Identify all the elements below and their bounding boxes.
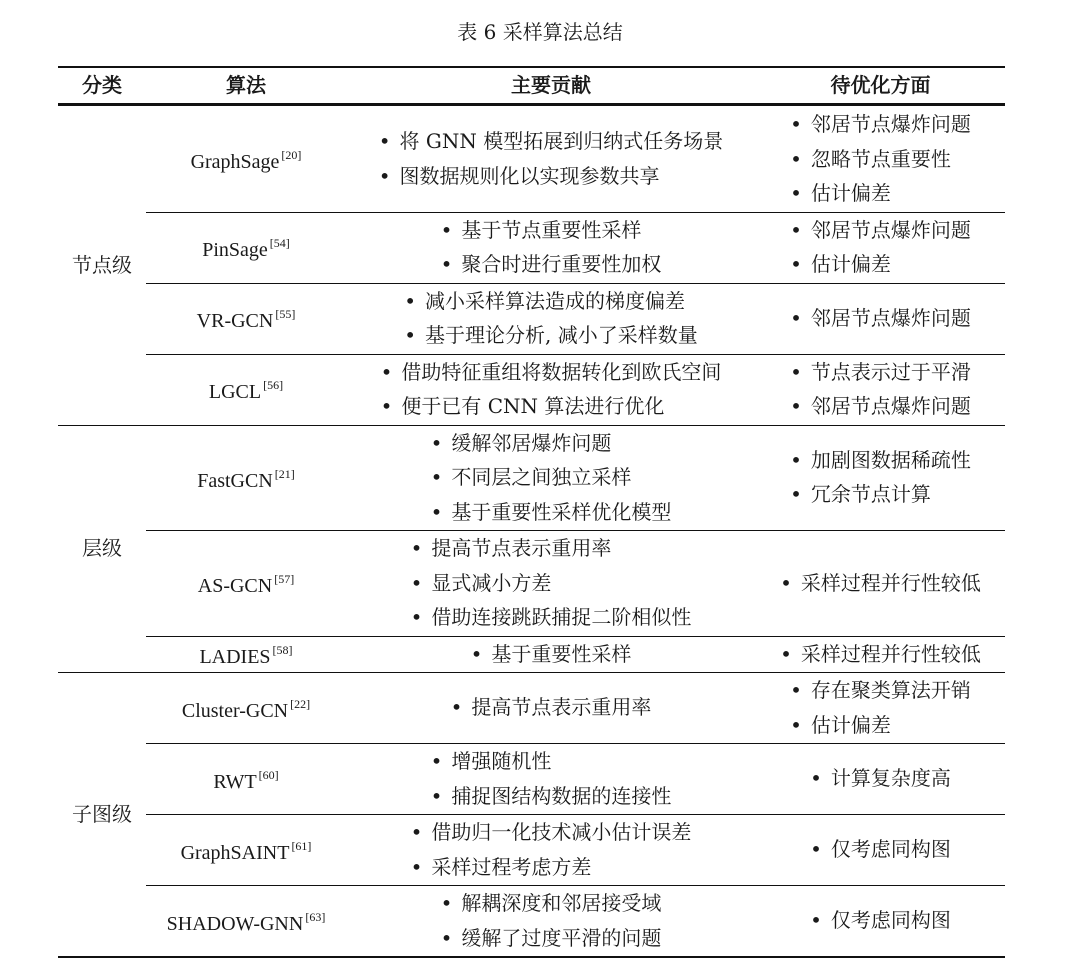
algorithm-cell <box>146 743 346 814</box>
algorithm-name <box>182 687 310 729</box>
bullet-item: • 将 GNN 模型拓展到归纳式任务场景 <box>379 124 724 159</box>
bullet-item: • 增强随机性 <box>431 744 672 779</box>
bullet-item: • 计算复杂度高 <box>810 761 951 796</box>
header-category: 分类 <box>82 72 122 97</box>
contribution-cell <box>346 212 756 283</box>
bullet-item: • 采样过程考虑方差 <box>411 850 692 885</box>
bullet-item: • 采样过程并行性较低 <box>780 637 981 672</box>
algorithm-name <box>202 226 290 268</box>
citation-ref: [60] <box>258 767 279 782</box>
bullet-item: • 图数据规则化以实现参数共享 <box>379 159 724 194</box>
bullet-item: • 捕捉图结构数据的连接性 <box>431 779 672 814</box>
bullet-item: • 显式减小方差 <box>411 566 692 601</box>
algorithm-label: Cluster-GCN <box>181 699 289 722</box>
algorithm-name <box>191 138 302 180</box>
algorithm-cell <box>146 672 346 743</box>
bullet-item: • 基于重要性采样 <box>471 637 632 672</box>
bullet-item: • 仅考虑同构图 <box>810 903 951 938</box>
bullet-item: • 忽略节点重要性 <box>790 142 971 177</box>
top-rule <box>58 66 1005 68</box>
bullet-item: • 节点表示过于平滑 <box>790 355 971 390</box>
contribution-cell <box>346 743 756 814</box>
bullet-item: • 冗余节点计算 <box>790 477 971 512</box>
category-cell: 层级 <box>82 536 122 560</box>
citation-ref: [58] <box>272 643 293 657</box>
improvement-list <box>790 301 971 336</box>
bullet-item: • 便于已有 CNN 算法进行优化 <box>381 389 722 424</box>
algorithm-name <box>197 457 295 499</box>
algorithm-name <box>181 829 312 871</box>
contribution-list <box>411 531 692 635</box>
improvement-list <box>810 761 951 796</box>
contribution-cell <box>346 106 756 212</box>
improvement-cell <box>756 354 1005 425</box>
category-cell: 子图级 <box>72 801 132 826</box>
contribution-cell <box>346 354 756 425</box>
contribution-list <box>404 284 698 353</box>
contribution-cell <box>346 283 756 354</box>
citation-ref: [61] <box>291 838 312 853</box>
bullet-item: • 加剧图数据稀疏性 <box>790 443 971 478</box>
citation-ref: [56] <box>263 378 284 393</box>
improvement-list <box>790 355 971 424</box>
improvement-list <box>790 107 971 211</box>
citation-ref: [54] <box>269 236 290 251</box>
algorithm-label: FastGCN <box>197 469 273 492</box>
contribution-list <box>411 815 692 884</box>
contribution-cell <box>346 672 756 743</box>
improvement-list <box>790 213 971 282</box>
improvement-cell <box>756 106 1005 212</box>
algorithm-label: SHADOW-GNN <box>166 912 304 935</box>
bullet-item: • 借助归一化技术减小估计误差 <box>411 815 692 850</box>
contribution-cell <box>346 636 756 673</box>
algorithm-cell <box>146 885 346 956</box>
contribution-list <box>431 744 672 813</box>
citation-ref: [22] <box>290 696 311 711</box>
improvement-list <box>810 903 951 938</box>
algorithm-name <box>213 758 278 800</box>
contribution-list <box>441 886 662 955</box>
algorithm-label: PinSage <box>202 239 268 262</box>
improvement-cell <box>756 743 1005 814</box>
improvement-cell <box>756 814 1005 885</box>
bottom-rule <box>58 956 1005 958</box>
bullet-item: • 估计偏差 <box>790 176 971 211</box>
improvement-list <box>780 637 981 672</box>
improvement-cell <box>756 885 1005 956</box>
bullet-item: • 提高节点表示重用率 <box>411 531 692 566</box>
header-algorithm: 算法 <box>226 72 266 97</box>
bullet-item: • 采样过程并行性较低 <box>780 566 981 601</box>
bullet-item: • 缓解了过度平滑的问题 <box>441 921 662 956</box>
improvement-list <box>810 832 951 867</box>
improvement-cell <box>756 530 1005 636</box>
algorithm-label: AS-GCN <box>197 575 273 597</box>
algorithm-label: VR-GCN <box>196 310 274 333</box>
contribution-list <box>431 426 672 530</box>
contribution-list <box>441 213 662 282</box>
contribution-list <box>451 690 652 725</box>
improvement-list <box>780 566 981 601</box>
algorithm-cell <box>146 212 346 283</box>
contribution-cell <box>346 425 756 531</box>
algorithm-label: LGCL <box>208 381 262 404</box>
contribution-cell <box>346 530 756 636</box>
header-improvement: 待优化方面 <box>830 72 931 97</box>
improvement-cell <box>756 283 1005 354</box>
bullet-item: • 邻居节点爆炸问题 <box>790 389 971 424</box>
bullet-item: • 缓解邻居爆炸问题 <box>431 426 672 461</box>
algorithm-name <box>198 562 294 604</box>
citation-ref: [20] <box>281 148 302 162</box>
citation-ref: [55] <box>275 307 296 322</box>
algorithm-name <box>167 900 326 942</box>
bullet-item: • 借助连接跳跃捕捉二阶相似性 <box>411 600 692 635</box>
bullet-item: • 基于重要性采样优化模型 <box>431 495 672 530</box>
algorithm-label: LADIES <box>199 646 271 668</box>
bullet-item: • 提高节点表示重用率 <box>451 690 652 725</box>
algorithm-cell <box>146 814 346 885</box>
category-cell: 节点级 <box>72 253 132 277</box>
algorithm-label: GraphSAINT <box>180 841 290 864</box>
contribution-list <box>471 637 632 672</box>
bullet-item: • 基于节点重要性采样 <box>441 213 662 248</box>
algorithm-cell <box>146 636 346 673</box>
bullet-item: • 存在聚类算法开销 <box>790 673 971 708</box>
table-caption: 表 6 采样算法总结 <box>457 20 623 44</box>
contribution-list <box>381 355 722 424</box>
improvement-cell <box>756 425 1005 531</box>
algorithm-label: RWT <box>213 770 257 793</box>
algorithm-name <box>199 633 292 675</box>
improvement-list <box>790 673 971 742</box>
algorithm-cell <box>146 425 346 531</box>
bullet-item: • 邻居节点爆炸问题 <box>790 301 971 336</box>
bullet-item: • 不同层之间独立采样 <box>431 460 672 495</box>
bullet-item: • 减小采样算法造成的梯度偏差 <box>404 284 698 319</box>
algorithm-cell <box>146 106 346 212</box>
improvement-cell <box>756 212 1005 283</box>
bullet-item: • 估计偏差 <box>790 247 971 282</box>
algorithm-cell <box>146 530 346 636</box>
contribution-cell <box>346 814 756 885</box>
bullet-item: • 邻居节点爆炸问题 <box>790 213 971 248</box>
bullet-item: • 仅考虑同构图 <box>810 832 951 867</box>
bullet-item: • 邻居节点爆炸问题 <box>790 107 971 142</box>
improvement-cell <box>756 636 1005 673</box>
contribution-cell <box>346 885 756 956</box>
algorithm-cell <box>146 283 346 354</box>
algorithm-cell <box>146 354 346 425</box>
algorithm-name <box>197 297 296 339</box>
bullet-item: • 估计偏差 <box>790 708 971 743</box>
contribution-list <box>379 124 724 193</box>
bullet-item: • 基于理论分析, 减小了采样数量 <box>404 318 698 353</box>
algorithm-name <box>209 368 283 410</box>
citation-ref: [63] <box>305 909 326 924</box>
algorithm-label: GraphSage <box>190 151 280 173</box>
bullet-item: • 借助特征重组将数据转化到欧氏空间 <box>381 355 722 390</box>
improvement-cell <box>756 672 1005 743</box>
header-contribution: 主要贡献 <box>511 72 591 97</box>
citation-ref: [57] <box>274 572 295 586</box>
improvement-list <box>790 443 971 512</box>
bullet-item: • 聚合时进行重要性加权 <box>441 247 662 282</box>
bullet-item: • 解耦深度和邻居接受域 <box>441 886 662 921</box>
citation-ref: [21] <box>274 466 295 481</box>
